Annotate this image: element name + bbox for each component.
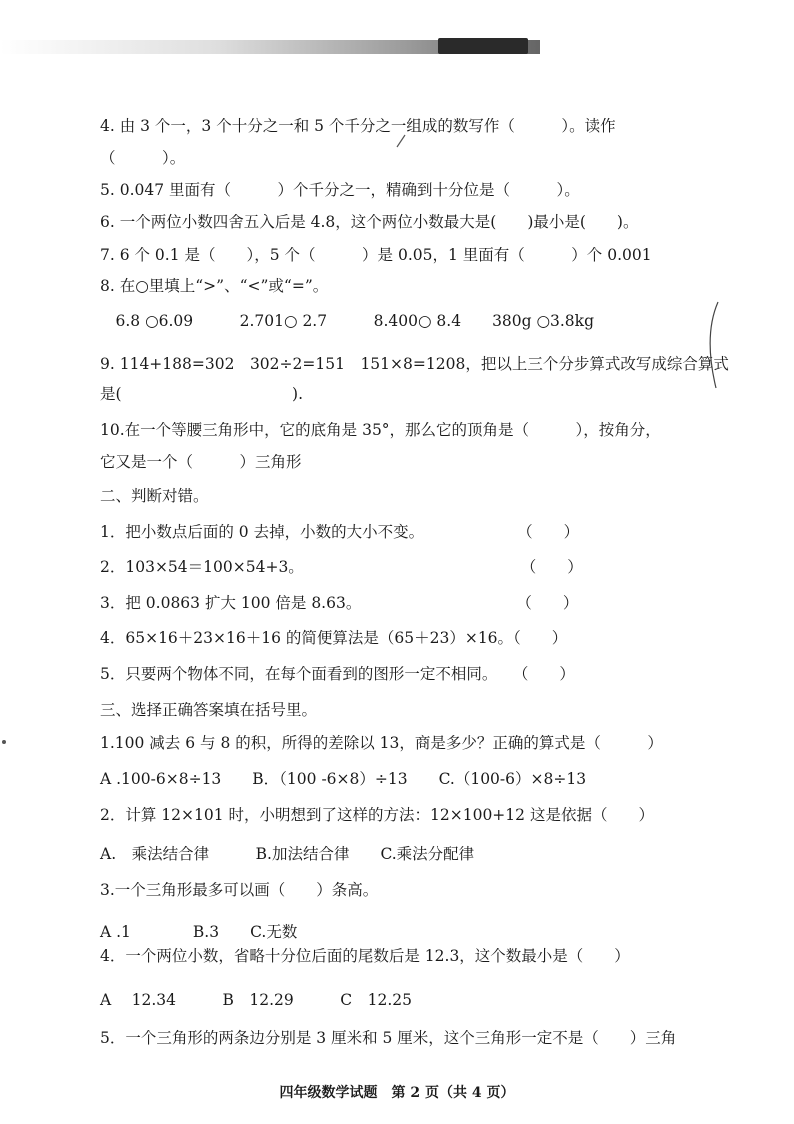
mc-q1: 1.100 减去 6 与 8 的积，所得的差除以 13，商是多少？正确的算式是（ ）	[100, 734, 663, 752]
q7-line: 7. 6 个 0.1 是（ ），5 个（ ）是 0.05，1 里面有（ ）个 0.001	[100, 246, 652, 264]
mc-q2-options: A. 乘法结合律 B.加法结合律 C.乘法分配律	[100, 845, 475, 863]
q4-line1: 4. 由 3 个一，3 个十分之一和 5 个千分之一组成的数写作（ ）。读作	[100, 117, 616, 135]
scan-dot	[2, 740, 6, 744]
pen-tick-mark	[395, 134, 407, 148]
q9-line2: 是( ).	[100, 385, 304, 403]
page-footer: 四年级数学试题 第 2 页（共 4 页）	[279, 1085, 515, 1101]
tf-q4: 4．65×16＋23×16＋16 的简便算法是（65＋23）×16。（ ）	[100, 629, 568, 647]
mc-q2: 2．计算 12×101 时，小明想到了这样的方法：12×100+12 这是依据（ ）	[100, 806, 654, 824]
scan-shadow-dark	[438, 38, 528, 54]
q6-line: 6. 一个两位小数四舍五入后是 4.8，这个两位小数最大是( )最小是( )。	[100, 213, 639, 231]
q8-line2: 6.8 ○6.09 2.701○ 2.7 8.400○ 8.4 380g ○3.8kg	[100, 312, 594, 330]
q8-line1: 8. 在○里填上“>”、“<”或“=”。	[100, 277, 329, 295]
q10-line1: 10.在一个等腰三角形中，它的底角是 35°，那么它的顶角是（ ），按角分，	[100, 421, 661, 439]
mc-q4-options: A 12.34 B 12.29 C 12.25	[100, 991, 412, 1009]
q5-line: 5. 0.047 里面有（ ）个千分之一，精确到十分位是（ ）。	[100, 181, 580, 199]
tf-q1: 1．把小数点后面的 0 去掉，小数的大小不变。 （ ）	[100, 523, 580, 541]
q10-line2: 它又是一个（ ）三角形	[100, 453, 302, 471]
mc-q3: 3.一个三角形最多可以画（ ）条高。	[100, 881, 379, 899]
section-2-heading: 二、判断对错。	[100, 487, 209, 505]
mc-q3-options: A .1 B.3 C.无数	[100, 923, 298, 941]
mc-q5: 5．一个三角形的两条边分别是 3 厘米和 5 厘米，这个三角形一定不是（ ）三角	[100, 1029, 677, 1047]
tf-q5: 5．只要两个物体不同，在每个面看到的图形一定不相同。 （ ）	[100, 665, 575, 683]
q4-line2: （ ）。	[100, 149, 186, 167]
pen-stroke-mark	[706, 300, 720, 390]
mc-q1-options: A .100-6×8÷13 B．（100 -6×8）÷13 C.（100-6）×8÷13	[100, 770, 587, 788]
q9-line1: 9. 114+188=302 302÷2=151 151×8=1208，把以上三个分步算式改写成综合算式	[100, 355, 729, 373]
tf-q3: 3．把 0.0863 扩大 100 倍是 8.63。 （ ）	[100, 594, 579, 612]
mc-q4: 4．一个两位小数，省略十分位后面的尾数后是 12.3，这个数最小是（ ）	[100, 947, 630, 965]
tf-q2: 2．103×54＝100×54+3。 （ ）	[100, 558, 583, 576]
section-3-heading: 三、选择正确答案填在括号里。	[100, 701, 318, 719]
